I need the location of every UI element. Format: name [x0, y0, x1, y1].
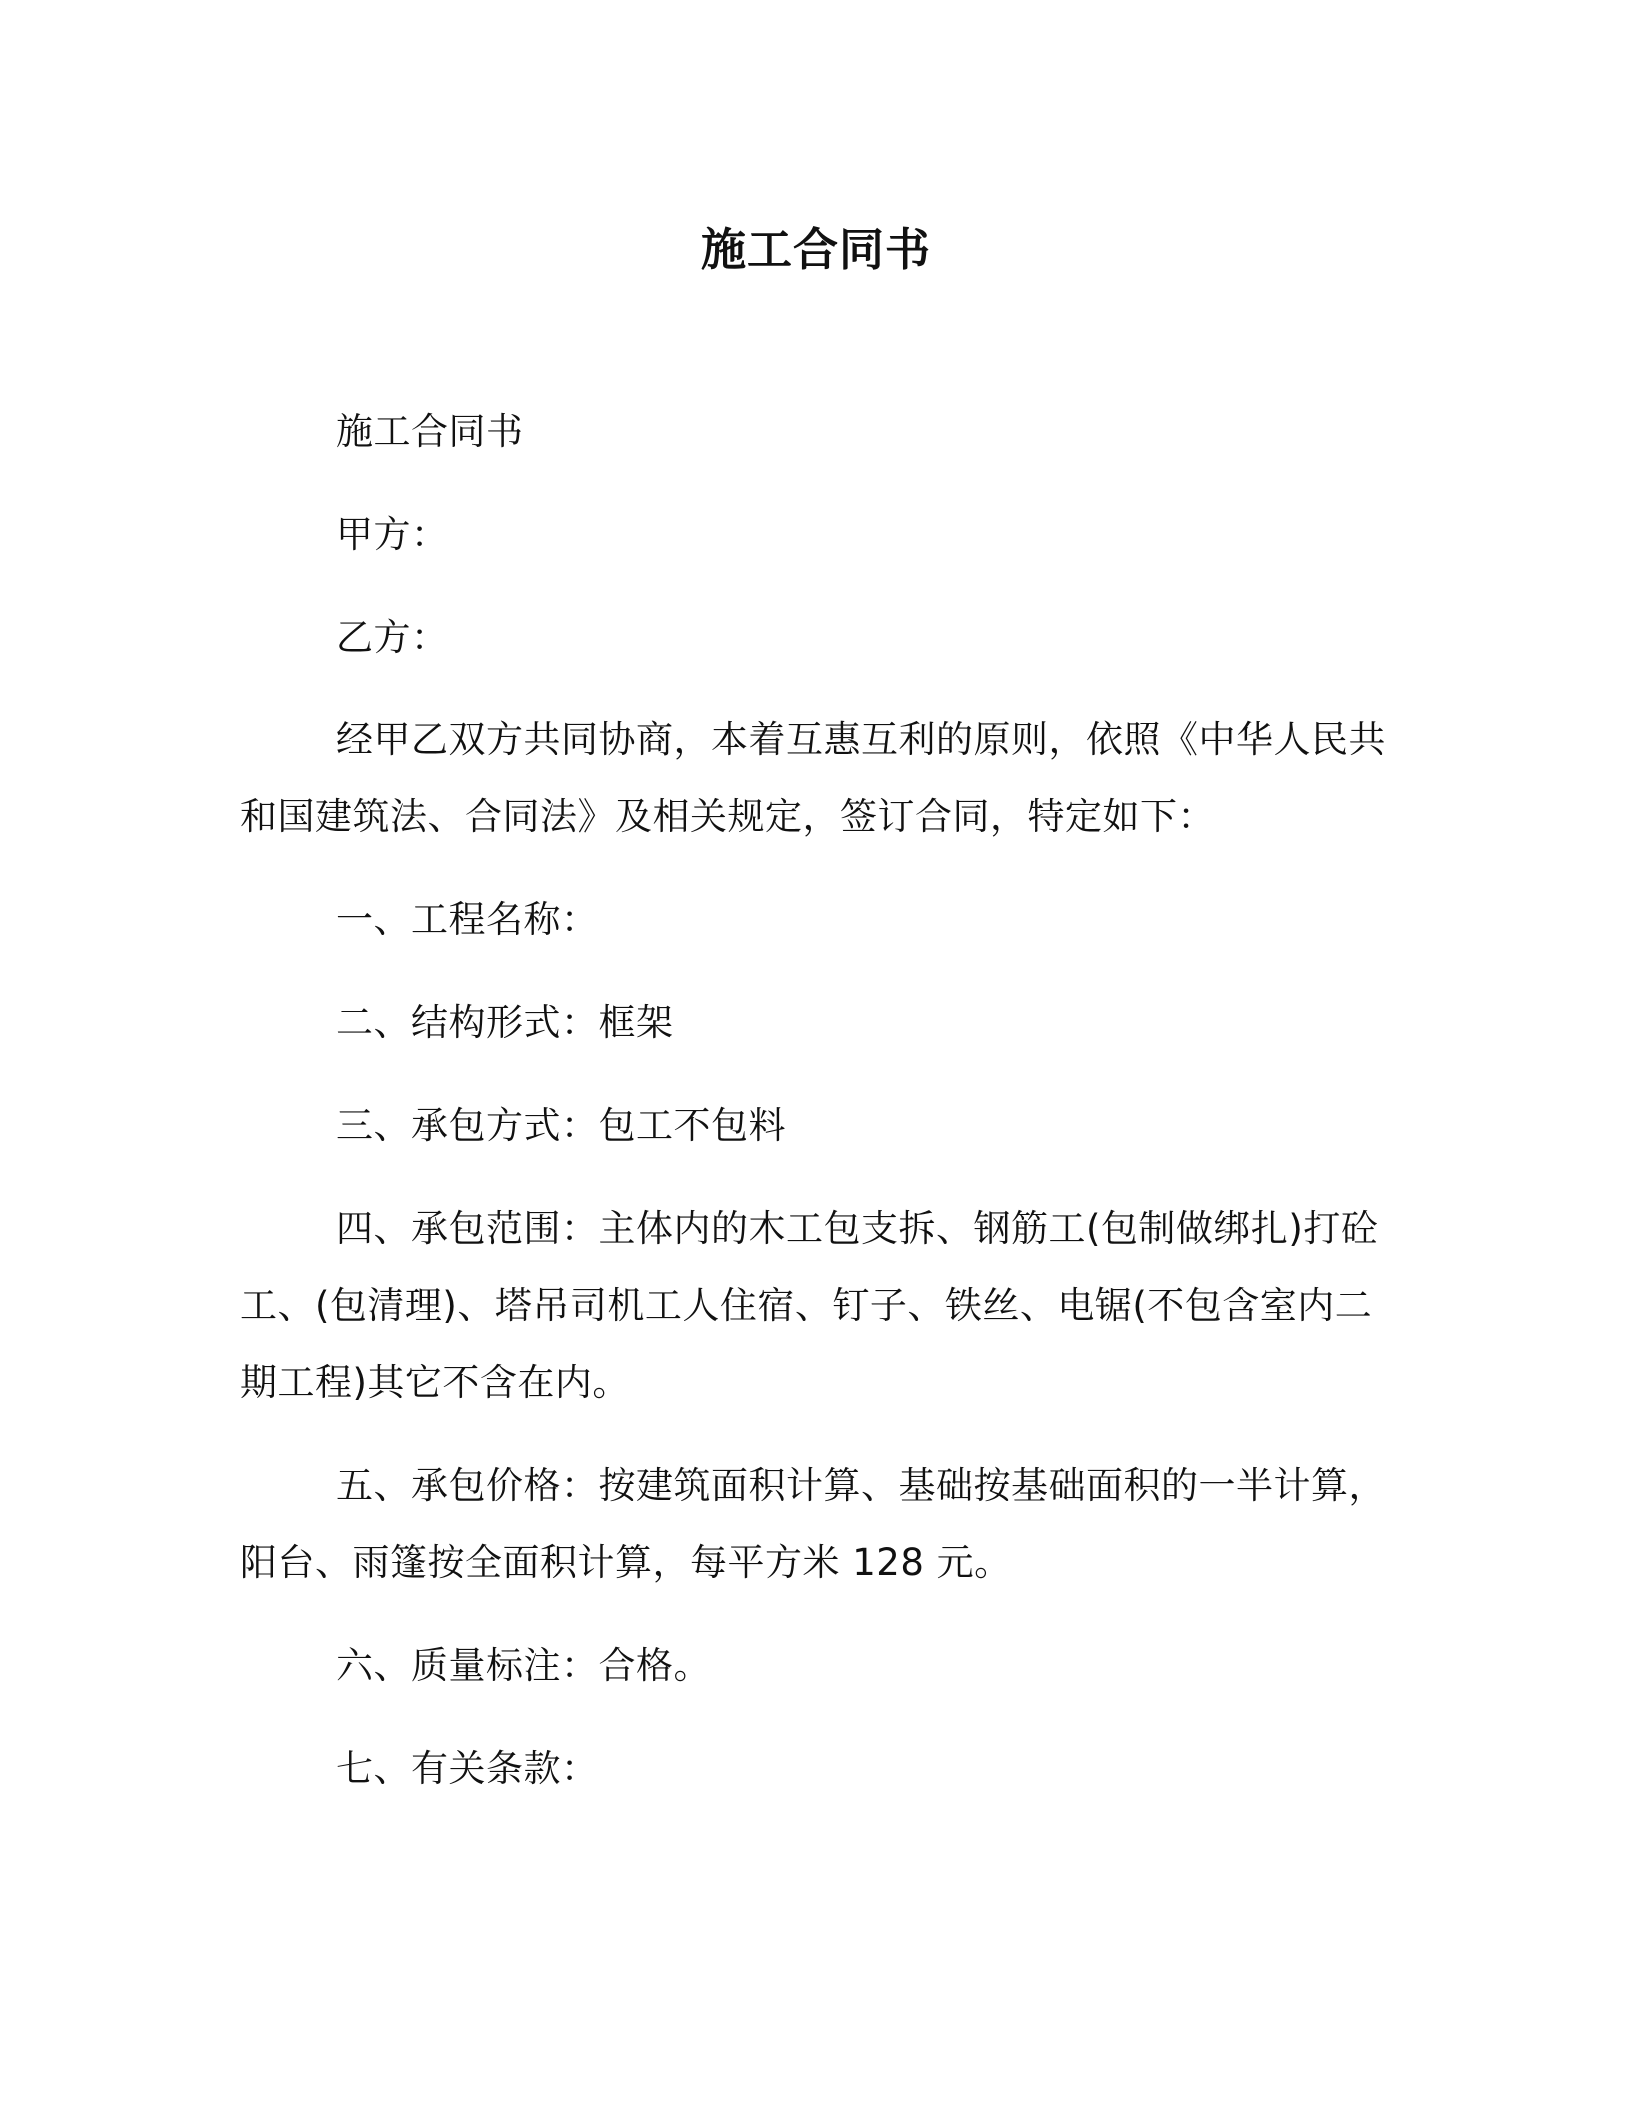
paragraph-preamble: 经甲乙双方共同协商，本着互惠互利的原则，依照《中华人民共和国建筑法、合同法》及相关规定，签订合同，特定如下：	[240, 718, 1386, 838]
paragraph-clause-6: 六、质量标注：合格。	[336, 1644, 711, 1687]
paragraph-clause-2: 二、结构形式：框架	[336, 1001, 674, 1044]
paragraph-party-b: 乙方：	[336, 616, 449, 659]
paragraph-subtitle: 施工合同书	[336, 410, 524, 453]
document-title: 施工合同书	[700, 223, 931, 276]
paragraph-clause-3: 三、承包方式：包工不包料	[336, 1104, 786, 1147]
paragraph-clause-4: 四、承包范围：主体内的木工包支拆、钢筋工(包制做绑扎)打砼工、(包清理)、塔吊司机工人住宿、钉子、铁丝、电锯(不包含室内二期工程)其它不含在内。	[240, 1207, 1379, 1404]
paragraph-clause-1: 一、工程名称：	[336, 898, 599, 941]
paragraph-clause-7: 七、有关条款：	[336, 1747, 599, 1790]
paragraph-clause-5: 五、承包价格：按建筑面积计算、基础按基础面积的一半计算，阳台、雨篷按全面积计算，每平方米 128 元。	[240, 1464, 1386, 1584]
paragraph-party-a: 甲方：	[336, 513, 449, 556]
